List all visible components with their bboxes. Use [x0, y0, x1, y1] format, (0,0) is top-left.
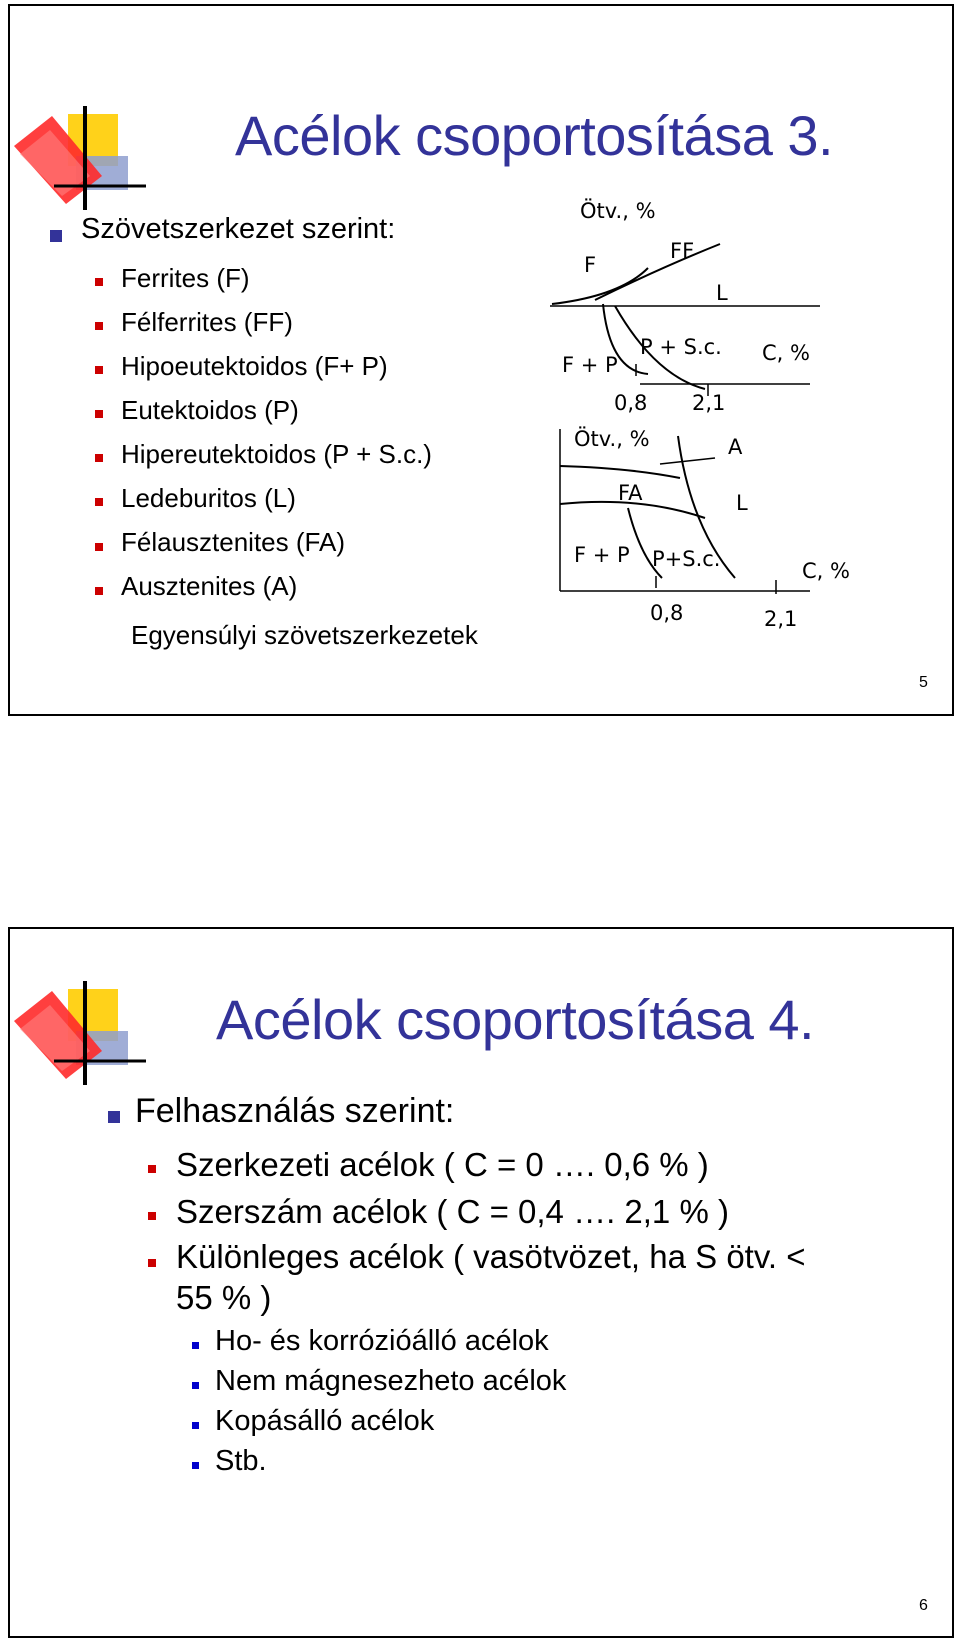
bullet-icon	[192, 1342, 199, 1349]
list-item: Hipoeutektoidos (F+ P)	[121, 351, 388, 381]
region-label: L	[736, 491, 748, 515]
bullet-icon	[95, 366, 103, 374]
bullet-icon	[95, 587, 103, 595]
slide-title: Acélok csoportosítása 3.	[235, 104, 834, 167]
y-axis-label: Ötv., %	[580, 199, 656, 223]
bullet-icon	[95, 543, 103, 551]
list-item: Félausztenites (FA)	[121, 527, 345, 557]
bullet-icon	[192, 1422, 199, 1429]
list-item: Eutektoidos (P)	[121, 395, 299, 425]
region-label: P+S.c.	[652, 547, 721, 571]
diagram-top	[550, 198, 820, 415]
bullet-icon	[95, 278, 103, 286]
list-item: Különleges acélok ( vasötvözet, ha S ötv. <	[176, 1238, 806, 1275]
logo-icon	[10, 106, 150, 216]
tick-label: 0,8	[614, 391, 648, 415]
page-number: 5	[919, 674, 928, 691]
list-item-continuation: 55 % )	[176, 1279, 272, 1316]
region-label: F + P	[562, 353, 618, 377]
page-number: 6	[919, 1597, 928, 1614]
bullet-icon	[192, 1462, 199, 1469]
x-axis-label: C, %	[762, 341, 810, 365]
y-axis-label: Ötv., %	[574, 427, 650, 451]
region-label: L	[716, 281, 728, 305]
region-label: F	[584, 253, 597, 277]
sub-list-item: Ho- és korrózióálló acélok	[215, 1325, 549, 1357]
phase-diagrams	[540, 196, 870, 646]
bullet-icon	[50, 230, 62, 242]
bullet-icon	[192, 1382, 199, 1389]
tick-label: 2,1	[764, 607, 798, 631]
bullet-icon	[148, 1165, 156, 1173]
list-item: Ferrites (F)	[121, 263, 250, 293]
bullet-icon	[95, 498, 103, 506]
section-heading: Felhasználás szerint:	[135, 1092, 455, 1130]
caption: Egyensúlyi szövetszerkezetek	[131, 620, 478, 650]
section-heading: Szövetszerkezet szerint:	[81, 213, 396, 245]
region-label: FA	[618, 481, 643, 505]
region-label: P + S.c.	[640, 335, 722, 359]
bullet-icon	[108, 1111, 120, 1123]
tick-label: 2,1	[692, 391, 726, 415]
tick-label: 0,8	[650, 601, 684, 625]
sub-list-item: Stb.	[215, 1445, 267, 1477]
sub-list-item: Nem mágnesezheto acélok	[215, 1365, 567, 1397]
bullet-icon	[148, 1259, 156, 1267]
region-label: F + P	[574, 543, 630, 567]
x-axis-label: C, %	[802, 559, 850, 583]
bullet-icon	[95, 322, 103, 330]
region-label: A	[728, 435, 743, 459]
region-label: FF	[670, 239, 695, 263]
sub-list-item: Kopásálló acélok	[215, 1405, 435, 1437]
slide-title: Acélok csoportosítása 4.	[216, 988, 815, 1051]
bullet-icon	[95, 410, 103, 418]
bullet-icon	[148, 1212, 156, 1220]
list-item: Félferrites (FF)	[121, 307, 293, 337]
list-item: Szerkezeti acélok ( C = 0 …. 0,6 % )	[176, 1146, 709, 1183]
diagram-bottom	[560, 426, 850, 631]
list-item: Ausztenites (A)	[121, 571, 298, 601]
logo-icon	[10, 981, 150, 1091]
slide-6	[8, 927, 954, 1638]
slide-5	[8, 4, 954, 716]
bullet-icon	[95, 454, 103, 462]
list-item: Ledeburitos (L)	[121, 483, 296, 513]
list-item: Szerszám acélok ( C = 0,4 …. 2,1 % )	[176, 1193, 729, 1230]
list-item: Hipereutektoidos (P + S.c.)	[121, 439, 432, 469]
